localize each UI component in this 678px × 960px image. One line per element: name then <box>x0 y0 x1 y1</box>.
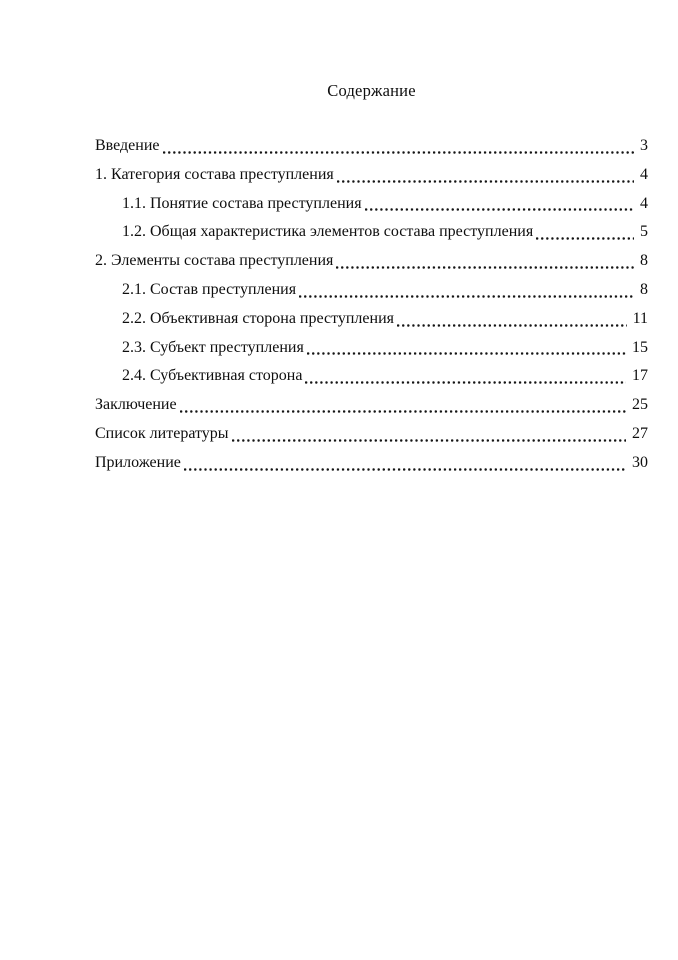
toc-entry <box>95 362 648 391</box>
toc-entry-label: Список литературы <box>95 424 229 442</box>
toc-entry-page: 15 <box>632 338 648 356</box>
toc-entry <box>95 190 648 219</box>
dot-leader <box>232 420 626 449</box>
toc-entry <box>95 218 648 247</box>
toc-entry-label: Заключение <box>95 396 177 414</box>
toc-entry-page: 30 <box>632 453 648 471</box>
toc-entry-label: Приложение <box>95 453 181 471</box>
toc-entry-page: 5 <box>640 223 648 241</box>
toc-entry-label: 2.2. Объективная сторона преступления <box>122 309 394 327</box>
toc-entry-label: Введение <box>95 137 160 154</box>
dot-leader <box>536 218 634 247</box>
toc-entry <box>95 247 648 276</box>
toc-entry <box>95 334 648 363</box>
toc-entry-label: 1.1. Понятие состава преступления <box>122 194 362 212</box>
toc-entry-label: 1.2. Общая характеристика элементов состава преступления <box>122 223 534 241</box>
page-title: Содержание <box>327 81 416 100</box>
toc-entry-page: 8 <box>640 252 648 270</box>
table-of-contents <box>95 132 648 478</box>
dot-leader <box>184 449 626 478</box>
toc-entry-label: 2.4. Субъективная сторона <box>122 367 303 385</box>
dot-leader <box>180 391 626 420</box>
dot-leader <box>337 161 634 190</box>
toc-entry <box>95 391 648 420</box>
toc-entry-page: 4 <box>640 165 648 183</box>
toc-entry <box>95 420 648 449</box>
toc-entry-label: 2. Элементы состава преступления <box>95 252 334 270</box>
toc-entry-page: 8 <box>640 280 648 298</box>
toc-entry-page: 27 <box>632 424 648 442</box>
toc-entry-label: 1. Категория состава преступления <box>95 165 334 183</box>
toc-entry-page: 3 <box>640 137 648 154</box>
toc-entry <box>95 305 648 334</box>
dot-leader <box>299 276 634 305</box>
toc-entry-page: 25 <box>632 396 648 414</box>
toc-entry <box>95 449 648 478</box>
toc-entry-page: 11 <box>632 309 648 327</box>
toc-entry-label: 2.1. Состав преступления <box>122 280 297 298</box>
dot-leader <box>307 334 626 363</box>
toc-entry-label: 2.3. Субъект преступления <box>122 338 304 356</box>
dot-leader <box>336 247 634 276</box>
toc-entry <box>95 132 648 161</box>
dot-leader <box>305 362 626 391</box>
dot-leader <box>163 132 635 161</box>
toc-entry <box>95 161 648 190</box>
dot-leader <box>397 305 627 334</box>
toc-entry <box>95 276 648 305</box>
toc-entry-page: 4 <box>640 194 648 212</box>
dot-leader <box>365 190 634 219</box>
toc-entry-page: 17 <box>632 367 648 385</box>
